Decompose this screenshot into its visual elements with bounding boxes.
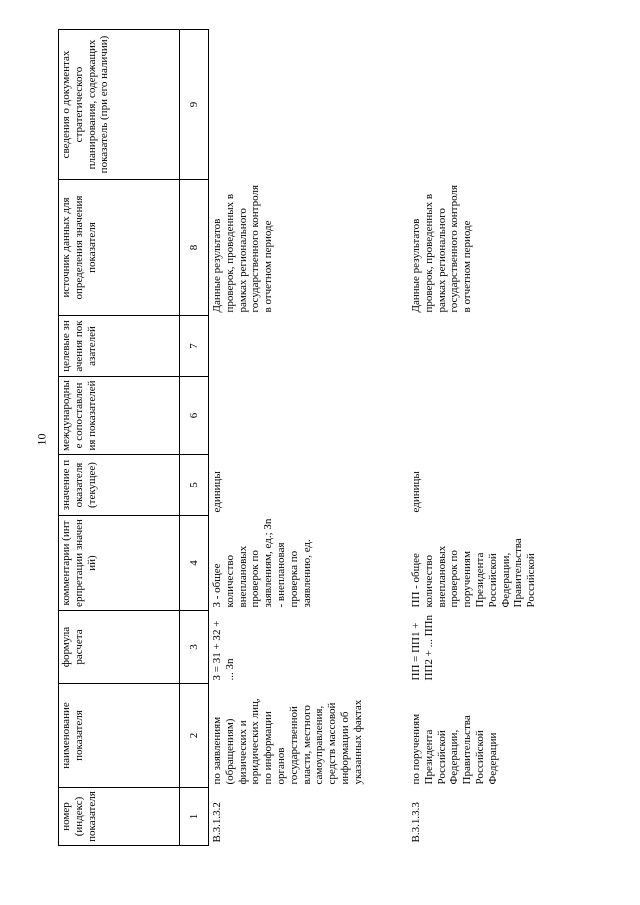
column-number: 8 [180,180,209,316]
rotated-page-content [58,30,638,846]
column-number: 9 [180,30,209,180]
row-source: Данные результатов проверок, проведенных в рамках регионального государственного контроля в отчетном периоде [211,184,275,313]
column-number: 5 [180,455,209,516]
page-number: 10 [34,433,49,446]
header-source: источник данных для определения значения показателя [59,180,180,316]
row-comment: З - общее количество внеплановых проверок по заявлениям, ед.; Зn - внеплановая проверка по заявлению, ед. [211,518,313,608]
row-index: В.3.1.3.3 [410,802,422,843]
row-formula: ПП = ПП1 + ПП2 + ... ППn [410,615,435,681]
column-number: 4 [180,516,209,611]
header-current-value: значение показателя (текущее) [59,455,180,516]
row-source: Данные результатов проверок, проведенных в рамках регионального государственного контроля в отчетном периоде [410,184,474,313]
column-numbers-row [180,30,209,846]
table-row [209,30,409,846]
row-target [209,316,409,377]
indicators-table [58,29,539,846]
column-number: 6 [180,377,209,455]
column-number: 2 [180,684,209,788]
row-documents [408,30,539,180]
row-value: единицы [211,471,223,513]
row-name: по заявлениям (обращениям) физических и юридических лиц, по информации органов государственной власти, местного самоуправления, средств массовой информации об указанных фактах [211,698,364,785]
header-documents: сведения о документах стратегического планирования, содержащих показатель (при его наличии) [59,30,180,180]
table-row [408,30,539,846]
header-formula: формула расчета [59,611,180,684]
row-index: В.3.1.3.2 [211,802,223,843]
header-international: международные сопоставления показателей [59,377,180,455]
row-value: единицы [410,471,422,513]
row-formula: З = З1 + З2 + ... Зn [211,620,236,681]
row-international [209,377,409,455]
table-header-row [59,30,180,846]
column-number: 1 [180,788,209,846]
header-comments: комментарии (интерпретации значений) [59,516,180,611]
row-international [408,377,539,455]
header-index: номер (индекс) показателя [59,788,180,846]
column-number: 7 [180,316,209,377]
row-target [408,316,539,377]
column-number: 3 [180,611,209,684]
row-documents [209,30,409,180]
row-name: по поручениям Президента Российской Федерации, Правительства Российской Федерации [410,713,499,785]
row-comment: ПП - общее количество внеплановых проверок по поручениям Президента Российской Федерации, Правительства Российской [410,538,538,608]
header-target: целевые значения показателей [59,316,180,377]
header-name: наименование показателя [59,684,180,788]
